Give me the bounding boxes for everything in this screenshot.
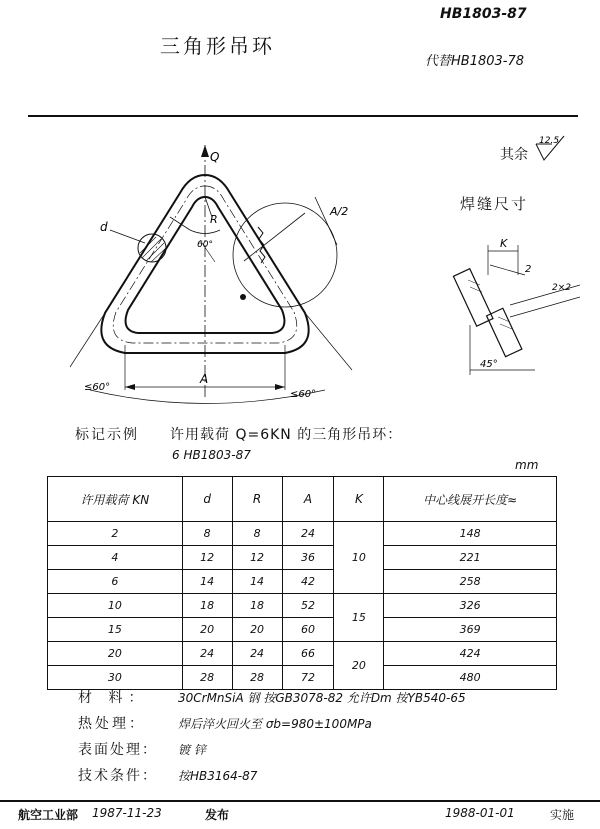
header-rule xyxy=(28,115,578,117)
cell-r: 20 xyxy=(232,618,282,642)
cell-a: 60 xyxy=(282,618,334,642)
cell-a: 24 xyxy=(282,522,334,546)
label-a: A xyxy=(200,372,209,386)
cell-r: 28 xyxy=(232,666,282,690)
footer-effective-label: 实施 xyxy=(550,808,575,822)
table-header-row xyxy=(48,477,557,522)
load-arrow xyxy=(201,145,209,157)
label-q: Q xyxy=(210,150,220,164)
cell-length: 148 xyxy=(384,522,557,546)
header-d: d xyxy=(182,477,232,522)
cell-length: 424 xyxy=(384,642,557,666)
header-r: R xyxy=(232,477,282,522)
spec-table xyxy=(47,476,557,690)
label-two-by-two: 2×2 xyxy=(552,283,571,293)
label-two: 2 xyxy=(525,264,532,275)
header-load: 许用载荷 KN xyxy=(48,477,183,522)
spec-heat-value: 焊后淬火回火至 σb=980±100MPa xyxy=(178,717,372,731)
example-text: 许用载荷 Q=6KN 的三角形吊环： xyxy=(170,427,403,443)
example-label: 标记示例 xyxy=(75,427,139,443)
page-title: 三角形吊环 xyxy=(160,34,275,58)
cell-r: 14 xyxy=(232,570,282,594)
spec-tech-label: 技术条件： xyxy=(78,768,158,784)
cell-a: 52 xyxy=(282,594,334,618)
cell-d: 28 xyxy=(182,666,232,690)
roughness-value: 12.5 xyxy=(539,136,560,146)
cell-length: 258 xyxy=(384,570,557,594)
roughness-symbol-icon xyxy=(534,134,574,164)
label-angle-right: ≤60° xyxy=(290,389,317,400)
cell-k: 15 xyxy=(334,594,384,642)
cell-r: 8 xyxy=(232,522,282,546)
cell-r: 24 xyxy=(232,642,282,666)
cell-r: 18 xyxy=(232,594,282,618)
label-forty-five: 45° xyxy=(480,359,498,370)
label-r: R xyxy=(210,213,218,226)
header-length: 中心线展开长度≈ xyxy=(384,477,557,522)
cell-length: 221 xyxy=(384,546,557,570)
cell-d: 18 xyxy=(182,594,232,618)
header-k: K xyxy=(334,477,384,522)
cell-load: 10 xyxy=(48,594,183,618)
cell-d: 14 xyxy=(182,570,232,594)
label-angle-inner: 60° xyxy=(197,240,213,250)
table-row xyxy=(48,618,557,642)
cell-load: 20 xyxy=(48,642,183,666)
cell-length: 369 xyxy=(384,618,557,642)
weld-detail-drawing xyxy=(450,225,590,380)
cell-load: 30 xyxy=(48,666,183,690)
cell-a: 36 xyxy=(282,546,334,570)
label-a-half: A/2 xyxy=(330,205,349,218)
cell-length: 326 xyxy=(384,594,557,618)
cell-load: 6 xyxy=(48,570,183,594)
standard-number: HB1803-87 xyxy=(440,6,527,22)
spec-material-value: 30CrMnSiA 钢 按GB3078-82 允许Dm 按YB540-65 xyxy=(178,691,466,705)
cell-a: 72 xyxy=(282,666,334,690)
spec-tech-value: 按HB3164-87 xyxy=(178,769,258,783)
cell-load: 15 xyxy=(48,618,183,642)
cell-k: 10 xyxy=(334,522,384,594)
table-row xyxy=(48,546,557,570)
footer-rule xyxy=(0,800,600,802)
table-row xyxy=(48,570,557,594)
cell-length: 480 xyxy=(384,666,557,690)
label-d: d xyxy=(100,220,108,234)
footer-issue-date: 1987-11-23 xyxy=(92,806,162,820)
cell-d: 24 xyxy=(182,642,232,666)
center-dot xyxy=(240,294,246,300)
footer-issuer: 航空工业部 xyxy=(18,808,79,822)
spec-surface-label: 表面处理： xyxy=(78,742,158,758)
table-row xyxy=(48,594,557,618)
example-code: 6 HB1803-87 xyxy=(172,448,251,462)
spec-surface-value: 镀 锌 xyxy=(178,743,206,757)
weld-size-title: 焊缝尺寸 xyxy=(460,195,529,213)
table-row xyxy=(48,642,557,666)
roughness-prefix: 其余 xyxy=(500,147,528,163)
surface-roughness-note xyxy=(500,144,528,164)
cell-load: 2 xyxy=(48,522,183,546)
cell-r: 12 xyxy=(232,546,282,570)
footer-issue-label: 发布 xyxy=(205,808,230,822)
cell-a: 42 xyxy=(282,570,334,594)
cell-d: 8 xyxy=(182,522,232,546)
spec-material-label: 材 料： xyxy=(78,690,149,706)
footer-effective-date: 1988-01-01 xyxy=(445,806,515,820)
cell-a: 66 xyxy=(282,642,334,666)
unit-label: mm xyxy=(515,458,539,472)
label-angle-left: ≤60° xyxy=(84,382,111,393)
ring-drawing xyxy=(60,135,380,410)
cell-k: 20 xyxy=(334,642,384,690)
table-row xyxy=(48,522,557,546)
cell-d: 12 xyxy=(182,546,232,570)
replaces-standard: 代替HB1803-78 xyxy=(425,54,525,69)
cell-d: 20 xyxy=(182,618,232,642)
cell-load: 4 xyxy=(48,546,183,570)
table-row xyxy=(48,666,557,690)
header-a: A xyxy=(282,477,334,522)
spec-heat-label: 热处理： xyxy=(78,716,146,732)
label-k: K xyxy=(500,237,508,250)
